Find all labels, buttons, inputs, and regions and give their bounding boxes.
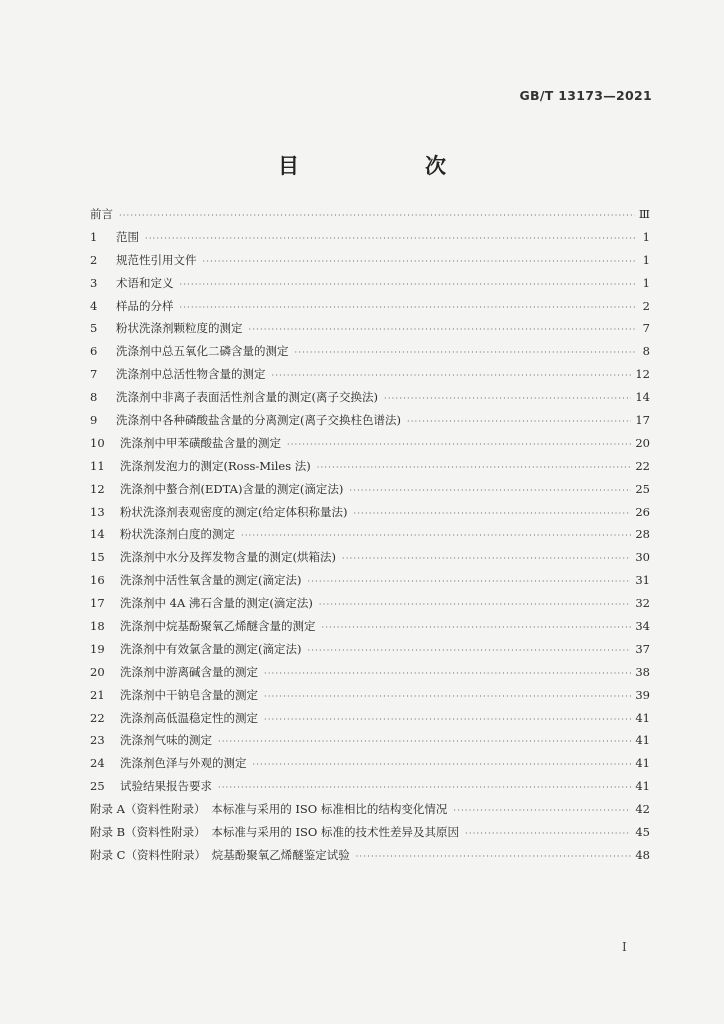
toc-entry-title: 附录 C（资料性附录） 烷基酚聚氧乙烯醚鉴定试验 <box>90 847 350 862</box>
toc-entry <box>90 389 650 412</box>
toc-entry <box>90 206 650 229</box>
toc-entry-page-number: 41 <box>635 710 650 725</box>
toc-entry-number: 5 <box>90 321 98 336</box>
toc-entry <box>90 320 650 343</box>
toc-entry-title: 洗涤剂中螯合剂(EDTA)含量的测定(滴定法) <box>120 481 344 496</box>
dot-leader <box>253 760 632 769</box>
page-folio: I <box>622 940 627 954</box>
toc-entry-number: 23 <box>90 733 105 748</box>
toc-entry-title: 前言 <box>90 207 113 221</box>
toc-entry <box>90 824 650 847</box>
toc-entry <box>90 229 650 252</box>
dot-leader <box>218 737 631 746</box>
toc-entry-title: 规范性引用文件 <box>116 252 197 267</box>
toc-entry-number: 13 <box>90 504 105 519</box>
dot-leader <box>407 417 631 426</box>
toc-entry-page-number: 41 <box>635 733 650 748</box>
toc-entry-page-number: 45 <box>635 825 650 840</box>
dot-leader <box>465 829 631 838</box>
toc-entry-title: 洗涤剂中游离碱含量的测定 <box>120 664 258 679</box>
toc-entry-title: 洗涤剂中各种磷酸盐含量的分离测定(离子交换柱色谱法) <box>116 413 401 428</box>
toc-entry-number: 11 <box>90 458 105 473</box>
toc-entry-page-number: 14 <box>635 390 650 405</box>
toc-entry-title: 洗涤剂中活性氧含量的测定(滴定法) <box>120 573 302 588</box>
toc-entry <box>90 252 650 275</box>
toc-entry <box>90 732 650 755</box>
toc-entry-title: 试验结果报告要求 <box>120 779 212 794</box>
toc-entry-page-number: 17 <box>635 413 650 428</box>
toc-entry-title: 洗涤剂气味的测定 <box>120 733 212 748</box>
toc-entry-title: 洗涤剂中有效氯含量的测定(滴定法) <box>120 641 302 656</box>
dot-leader <box>384 394 631 403</box>
toc-entry-title: 洗涤剂高低温稳定性的测定 <box>120 710 258 725</box>
dot-leader <box>287 440 631 449</box>
toc-entry <box>90 710 650 733</box>
toc-entry-title: 洗涤剂中水分及挥发物含量的测定(烘箱法) <box>120 550 336 565</box>
toc-entry-number: 6 <box>90 344 98 359</box>
toc-entry <box>90 435 650 458</box>
table-of-contents <box>90 206 650 870</box>
toc-entry-page-number: 2 <box>642 298 650 313</box>
dot-leader <box>322 623 632 632</box>
toc-entry-title: 粉状洗涤剂颗粒度的测定 <box>116 321 243 336</box>
toc-entry-page-number: 34 <box>635 619 650 634</box>
toc-entry-page-number: 41 <box>635 756 650 771</box>
toc-entry-number: 2 <box>90 252 98 267</box>
toc-entry-page-number: Ⅲ <box>638 207 650 221</box>
dot-leader <box>119 211 635 220</box>
toc-entry-page-number: 8 <box>642 344 650 359</box>
toc-entry-page-number: 1 <box>642 229 650 244</box>
toc-entry-page-number: 20 <box>635 435 650 450</box>
dot-leader <box>264 715 631 724</box>
toc-entry-title: 范围 <box>116 229 139 244</box>
toc-entry-title: 粉状洗涤剂白度的测定 <box>120 527 235 542</box>
toc-entry-title: 洗涤剂色泽与外观的测定 <box>120 756 247 771</box>
toc-entry-number: 3 <box>90 275 98 290</box>
toc-entry-title: 洗涤剂中烷基酚聚氧乙烯醚含量的测定 <box>120 619 316 634</box>
toc-entry <box>90 847 650 870</box>
dot-leader <box>356 852 632 861</box>
toc-entry-title: 洗涤剂中总五氧化二磷含量的测定 <box>116 344 289 359</box>
dot-leader <box>349 486 631 495</box>
toc-entry-page-number: 31 <box>635 573 650 588</box>
toc-entry <box>90 641 650 664</box>
dot-leader <box>264 692 631 701</box>
toc-entry-page-number: 30 <box>635 550 650 565</box>
dot-leader <box>453 806 631 815</box>
toc-entry <box>90 755 650 778</box>
dot-leader <box>353 509 631 518</box>
dot-leader <box>317 463 632 472</box>
toc-entry <box>90 298 650 321</box>
dot-leader <box>272 371 632 380</box>
toc-entry-number: 19 <box>90 641 105 656</box>
toc-entry-number: 25 <box>90 779 105 794</box>
toc-entry-number: 8 <box>90 390 98 405</box>
toc-entry-page-number: 38 <box>635 664 650 679</box>
toc-entry-title: 附录 B（资料性附录） 本标准与采用的 ISO 标准的技术性差异及其原因 <box>90 825 460 840</box>
toc-entry-number: 10 <box>90 435 105 450</box>
toc-entry <box>90 778 650 801</box>
dot-leader <box>295 348 637 357</box>
toc-entry-number: 1 <box>90 229 98 244</box>
toc-entry-page-number: 41 <box>635 779 650 794</box>
dot-leader <box>307 577 631 586</box>
toc-entry-number: 12 <box>90 481 105 496</box>
toc-entry-number: 24 <box>90 756 105 771</box>
toc-entry-page-number: 32 <box>635 596 650 611</box>
toc-entry-page-number: 12 <box>635 367 650 382</box>
toc-entry <box>90 275 650 298</box>
dot-leader <box>249 325 637 334</box>
toc-entry <box>90 412 650 435</box>
toc-entry-number: 17 <box>90 596 105 611</box>
toc-entry <box>90 549 650 572</box>
dot-leader <box>264 669 631 678</box>
dot-leader <box>319 600 631 609</box>
toc-entry-title: 洗涤剂中干钠皂含量的测定 <box>120 687 258 702</box>
dot-leader <box>307 646 631 655</box>
toc-entry-title: 粉状洗涤剂表观密度的测定(给定体积称量法) <box>120 504 348 519</box>
toc-entry <box>90 504 650 527</box>
toc-entry-page-number: 42 <box>635 802 650 817</box>
toc-entry-number: 16 <box>90 573 105 588</box>
toc-entry-page-number: 25 <box>635 481 650 496</box>
toc-entry-page-number: 39 <box>635 687 650 702</box>
toc-entry-number: 14 <box>90 527 105 542</box>
dot-leader <box>203 257 637 266</box>
toc-entry-title: 洗涤剂中甲苯磺酸盐含量的测定 <box>120 435 281 450</box>
toc-entry-title: 洗涤剂中 4A 沸石含量的测定(滴定法) <box>120 596 313 611</box>
toc-entry-title: 术语和定义 <box>116 275 174 290</box>
dot-leader <box>180 303 637 312</box>
toc-entry-number: 15 <box>90 550 105 565</box>
toc-entry-page-number: 26 <box>635 504 650 519</box>
toc-entry-page-number: 48 <box>635 847 650 862</box>
toc-entry-number: 22 <box>90 710 105 725</box>
dot-leader <box>180 280 637 289</box>
dot-leader <box>342 554 631 563</box>
toc-entry-page-number: 1 <box>642 275 650 290</box>
toc-entry-number: 18 <box>90 619 105 634</box>
toc-entry <box>90 595 650 618</box>
dot-leader <box>218 783 631 792</box>
toc-entry-number: 4 <box>90 298 98 313</box>
toc-entry-page-number: 1 <box>642 252 650 267</box>
toc-entry-title: 附录 A（资料性附录） 本标准与采用的 ISO 标准相比的结构变化情况 <box>90 802 448 817</box>
toc-entry-number: 9 <box>90 413 98 428</box>
toc-entry-title: 洗涤剂发泡力的测定(Ross-Miles 法) <box>120 458 311 473</box>
toc-entry-title: 洗涤剂中总活性物含量的测定 <box>116 367 266 382</box>
toc-entry <box>90 572 650 595</box>
page-title: 目 次 <box>278 154 474 178</box>
toc-entry-title: 洗涤剂中非离子表面活性剂含量的测定(离子交换法) <box>116 390 378 405</box>
toc-entry-page-number: 22 <box>635 458 650 473</box>
toc-entry <box>90 664 650 687</box>
toc-entry-title: 样品的分样 <box>116 298 174 313</box>
dot-leader <box>241 531 631 540</box>
toc-entry <box>90 618 650 641</box>
toc-entry-page-number: 7 <box>642 321 650 336</box>
toc-entry-number: 7 <box>90 367 98 382</box>
toc-entry <box>90 343 650 366</box>
toc-entry <box>90 458 650 481</box>
toc-entry <box>90 801 650 824</box>
toc-entry <box>90 687 650 710</box>
toc-entry-number: 21 <box>90 687 105 702</box>
standard-code: GB/T 13173—2021 <box>519 88 652 103</box>
toc-entry <box>90 366 650 389</box>
toc-entry-page-number: 37 <box>635 641 650 656</box>
toc-entry <box>90 526 650 549</box>
toc-entry-page-number: 28 <box>635 527 650 542</box>
toc-entry-number: 20 <box>90 664 105 679</box>
toc-entry <box>90 481 650 504</box>
dot-leader <box>145 234 636 243</box>
